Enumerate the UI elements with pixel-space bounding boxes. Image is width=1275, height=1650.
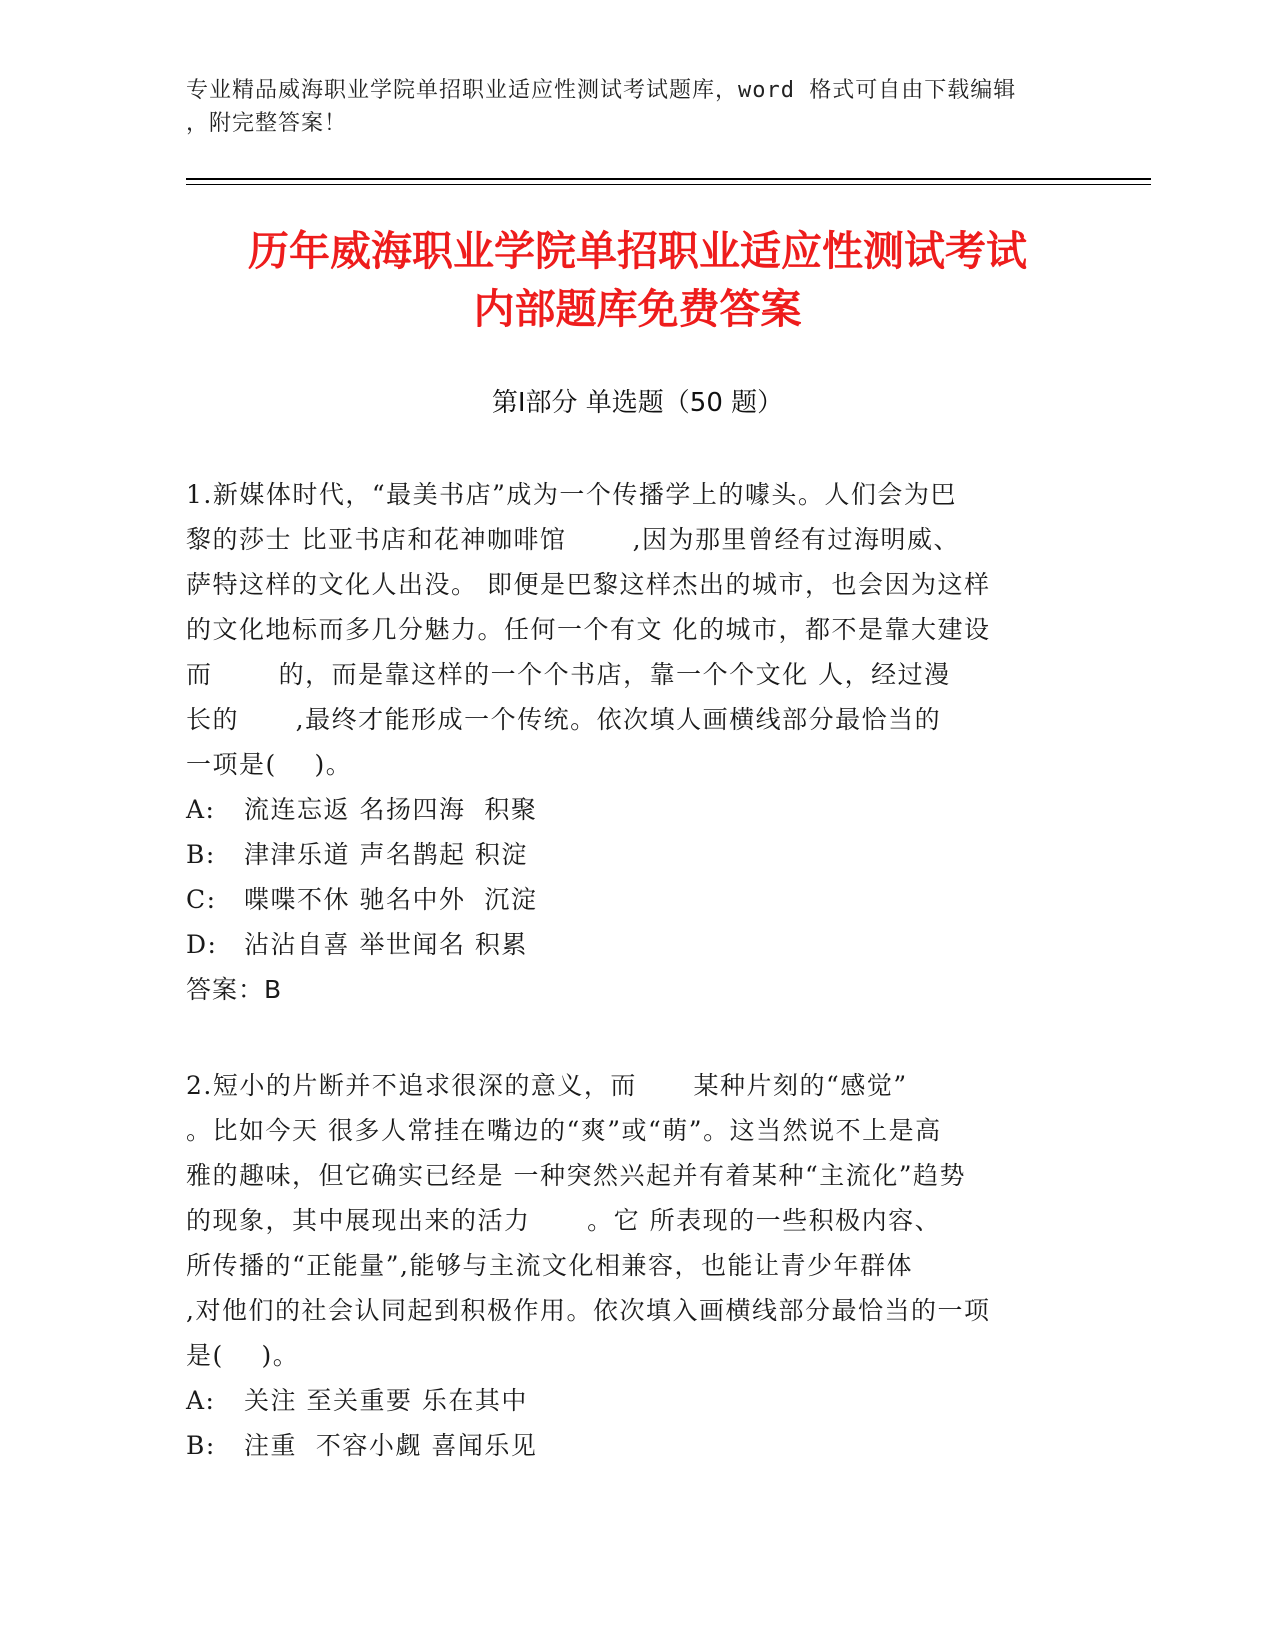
header-note-line-1: 专业精品威海职业学院单招职业适应性测试考试题库，word 格式可自由下载编辑	[186, 78, 1017, 103]
option-key: D:	[186, 930, 218, 959]
header-rule-thick	[186, 178, 1151, 180]
question-1-stem-line: 长的 ,最终才能形成一个传统。依次填人画横线部分最恰当的	[186, 705, 942, 734]
header-note-line-2: ，附完整答案！	[186, 111, 348, 136]
option-text: 关注 至关重要 乐在其中	[244, 1386, 528, 1415]
question-1	[186, 472, 1066, 1012]
question-2-stem-line: ,对他们的社会认同起到积极作用。依次填入画横线部分最恰当的一项	[186, 1296, 991, 1325]
option-key: B:	[186, 840, 216, 869]
question-1-stem-line: 的文化地标而多几分魅力。任何一个有文 化的城市，都不是靠大建设	[186, 615, 991, 644]
section-title: 第Ⅰ部分 单选题（50 题）	[491, 388, 784, 418]
header-note	[186, 74, 1066, 140]
question-1-stem-line: 1.新媒体时代，“最美书店”成为一个传播学上的噱头。人们会为巴	[186, 480, 957, 509]
question-1-stem-line: 萨特这样的文化人出没。 即便是巴黎这样杰出的城市，也会因为这样	[186, 570, 991, 599]
question-1-stem-line: 黎的莎士 比亚书店和花神咖啡馆 ,因为那里曾经有过海明威、	[186, 525, 961, 554]
option-key: B:	[186, 1431, 216, 1460]
question-2-stem-line: 是( )。	[186, 1341, 300, 1370]
question-2-option-b	[186, 1423, 1066, 1468]
question-1-option-a	[186, 787, 1066, 832]
question-2-stem-line: 雅的趣味，但它确实已经是 一种突然兴起并有着某种“主流化”趋势	[186, 1161, 967, 1190]
option-text: 津津乐道 声名鹊起 积淀	[244, 840, 528, 869]
document-title-line-2: 内部题库免费答案	[473, 285, 802, 333]
document-title-line-1: 历年威海职业学院单招职业适应性测试考试	[248, 227, 1027, 275]
option-key: C:	[186, 885, 217, 914]
option-key: A:	[186, 1386, 216, 1415]
document-title	[150, 222, 1125, 338]
question-1-stem-line: 一项是( )。	[186, 750, 353, 779]
question-1-answer: 答案：B	[186, 975, 283, 1004]
question-2-option-a	[186, 1378, 1066, 1423]
option-text: 喋喋不休 驰名中外 沉淀	[244, 885, 538, 914]
question-2-stem-line: 的现象，其中展现出来的活力 。它 所表现的一些积极内容、	[186, 1206, 942, 1235]
question-2-stem-line: 所传播的“正能量”,能够与主流文化相兼容，也能让青少年群体	[186, 1251, 914, 1280]
question-2-stem-line: 2.短小的片断并不追求很深的意义，而 某种片刻的“感觉”	[186, 1071, 908, 1100]
header-rule-thin	[186, 184, 1151, 185]
option-key: A:	[186, 795, 216, 824]
option-text: 沾沾自喜 举世闻名 积累	[244, 930, 528, 959]
question-2-stem-line: 。比如今天 很多人常挂在嘴边的“爽”或“萌”。这当然说不上是高	[186, 1116, 942, 1145]
option-text: 注重 不容小觑 喜闻乐见	[244, 1431, 538, 1460]
option-text: 流连忘返 名扬四海 积聚	[244, 795, 538, 824]
question-2	[186, 1063, 1066, 1468]
question-1-option-c	[186, 877, 1066, 922]
question-1-stem-line: 而 的，而是靠这样的一个个书店，靠一个个文化 人，经过漫	[186, 660, 951, 689]
question-1-option-b	[186, 832, 1066, 877]
question-1-option-d	[186, 922, 1066, 967]
